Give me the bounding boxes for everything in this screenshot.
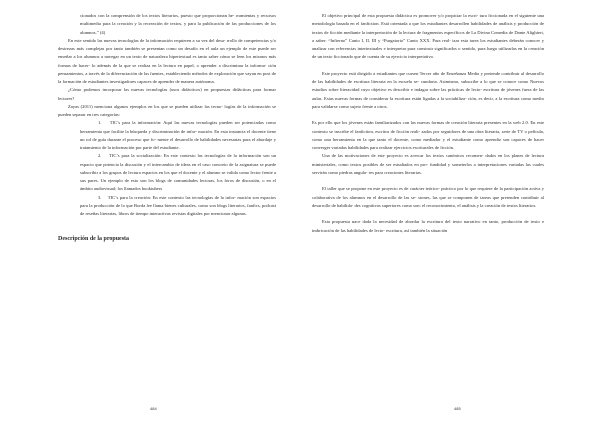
paragraph: Esta propuesta nace dada la necesidad de abordar la escritura del texto narrativo en tanto, producción de texto e imbricación de las habilidades de lecto- escritura, así también la situación — [312, 219, 544, 233]
page-number: 485 — [454, 406, 461, 411]
paragraph: El taller que se propone en este proyecto es de carácter teórico- práctico por lo que requiere de la participación activa y colaborativa de los alumnos en el desarrollo de las se- siones, las que se componen de tareas que pretenden contribuir al desarrollo de habilida- des cognitivas superiores como son: el reconocimiento, el análisis y la creación de textos literarios. — [312, 186, 544, 208]
paragraph: Es por ello que los jóvenes están familiarizados con las nuevas formas de creación literaria presentes en la web 2.0. En este contexto se inscribe el fanfiction, escritos de ficción reali- zados por seguidores de una obra literaria, serie de TV o película, como una herramienta en la que tanto el docente, como mediador y el estudiante como aprendiz son capaces de hacer converger variadas habilidades para realizar ejercicios escriturales de ficción. — [312, 120, 544, 150]
section-heading: Descripción de la propuesta — [58, 235, 130, 242]
page-number: 484 — [150, 406, 157, 411]
item-text: TIC’s para la socialización: En este contexto las tecnologías de la información son un espacio que potencia la discusión y el intercambio de ideas en el caso concreto de la asignatura se puede subscribir a los grupos de lectura espacios en los que el docente y el alumno se valida como lector frente a sus pares. Un ejemplo de esto son los blogs de comunidades lectoras, los foros de discusión, o en el ámbito audiovisual; los llamados booktubers — [80, 153, 277, 192]
numbered-item — [80, 194, 276, 219]
item-text: TIC’s para la creación: En este contexto las tecnologías de la infor- mación son espacios para la producción de lo que Borda lee llama bienes culturales, como son blogs literarios, fanfics, podcast de reseñas literarias, libros de tiempo interactivas revistas digitales por mencionar algunas. — [80, 194, 276, 216]
paragraph: Una de las motivaciones de este proyecto es acercar los textos canónicos recomen- dados en los planes de lectura ministeriales, como textos posibles de ser estudiados en pro- fundidad y someterlos a interpretaciones variadas las cuales servirán como piedras angula- res para creaciones literarias. — [312, 153, 544, 175]
right-page-text-column — [312, 12, 544, 235]
paragraph: Zayas (2011) menciona algunos ejemplos en los que se pueden utilizar las tecno- logías de la información se pueden separar en tres categorías: — [58, 103, 276, 117]
paragraph: En este sentido las nuevas tecnologías de la información requieren a su vez del desa- rrollo de competencias y/o destrezas más complejas por tanto también se presentan como un desafío en el aula un ejemplo de este puede ser enseñar a los alumnos a navegar en un texto de naturaleza hipertextual es tanto saber cómo se leen los mismos más formas de hacer- lo además de la que se realiza en la lectura en papel, o aprender a discriminar la informa- ción pensamientos, a través de la diferenciación de las fuentes, estableciendo métodos de exploración que vayan en post de la formación de estudiantes investigadores capaces de aprender de manera autónoma. — [58, 37, 276, 84]
item-number: 2. TIC’s para la socialización: En este contexto las tecnologías de la información son un espacio que potencia la discusión y el intercambio de ideas en el caso concreto de la asignatura se puede subscribir a los grupos de lectura espacios en los que el docente y el alumno se valida como lector frente a sus pares. Un ejemplo de esto son los blogs de comunidades lectoras, los foros de discusión, o en el ámbito audiovisual; los llamados booktubers — [80, 153, 277, 192]
item-number: 1. TIC’s para la información: Aquí las nuevas tecnologías pueden ser potenciadas como herramienta que facilite la búsqueda y discriminación de infor- mación. En esta instancia el docente tiene un rol de guía durante el proceso que fo- mente el desarrollo de habilidades necesarias para el abordaje y tratamiento de la información por parte del estudiante. — [80, 120, 276, 150]
left-page-text-column — [58, 12, 276, 244]
paragraph: Este proyecto está dirigido a estudiantes que cursen Tercer año de Enseñanza Media y pretende contribuir al desarrollo de las habilidades de escritura literaria en la escuela se- cundaria. Asimismo, subscribe a lo que se conoce como Nuevos estudios sobre literacidad cuyo objetivo es describir e indagar sobre las prácticas de lecto- escritura de jóvenes fuera de las aulas. Estas nuevas formas de considerar la escritura están ligadas a la sociabiliza- ción, es decir, a la escritura como medio para validarse como sujeto frente a otros. — [312, 70, 544, 109]
numbered-item — [80, 119, 276, 152]
paragraph: El objetivo principal de esta propuesta didáctica es promover y/o propiciar la escri- tura ficcionada en el siguiente una metodología basada en el fanfiction. Está orientada a que los estudiantes desarrollen habilidades de análisis y producción de textos de ficción mediante la interpretación de la lectura de fragmentos específicos de La Divina Comedia de Dante Alighieri, a saber: “Infierno” Canto I, II, III y “Purgatorio” Canto XXX. Para real- izar esta tarea los estudiantes deberán conocer y analizar con referencias intertextuales e interpretar para construir significados o sentido, para luego utilizarlas en la creación de un texto ficcionado que de cuenta de su ejercicio interpretativo. — [312, 13, 544, 60]
item-number: 3. TIC’s para la creación: En este contexto las tecnologías de la infor- mación son espacios para la producción de lo que Borda lee llama bienes culturales, como son blogs literarios, fanfics, podcast de reseñas literarias, libros de tiempo interactivas revistas digitales por mencionar algunas. — [80, 194, 276, 216]
paragraph: ¿Cómo podemos incorporar las nuevas tecnologías (usos didácticos) en propuestas didácticas para formar lectores? — [58, 87, 276, 101]
numbered-item — [80, 152, 276, 193]
right-page — [300, 0, 600, 424]
paragraph: cionados con la comprensión de los textos literarios, puesto que proporcionan he- rramientas y recursos multimedia para la creación y la recreación de textos, y para la publicación de las producciones de los alumnos.” (4) — [80, 13, 276, 35]
item-text: TIC’s para la información: Aquí las nuevas tecnologías pueden ser potenciadas como herramienta que facilite la búsqueda y discriminación de infor- mación. En esta instancia el docente tiene un rol de guía durante el proceso que fo- mente el desarrollo de habilidades necesarias para el abordaje y tratamiento de la información por parte del estudiante. — [80, 120, 276, 150]
